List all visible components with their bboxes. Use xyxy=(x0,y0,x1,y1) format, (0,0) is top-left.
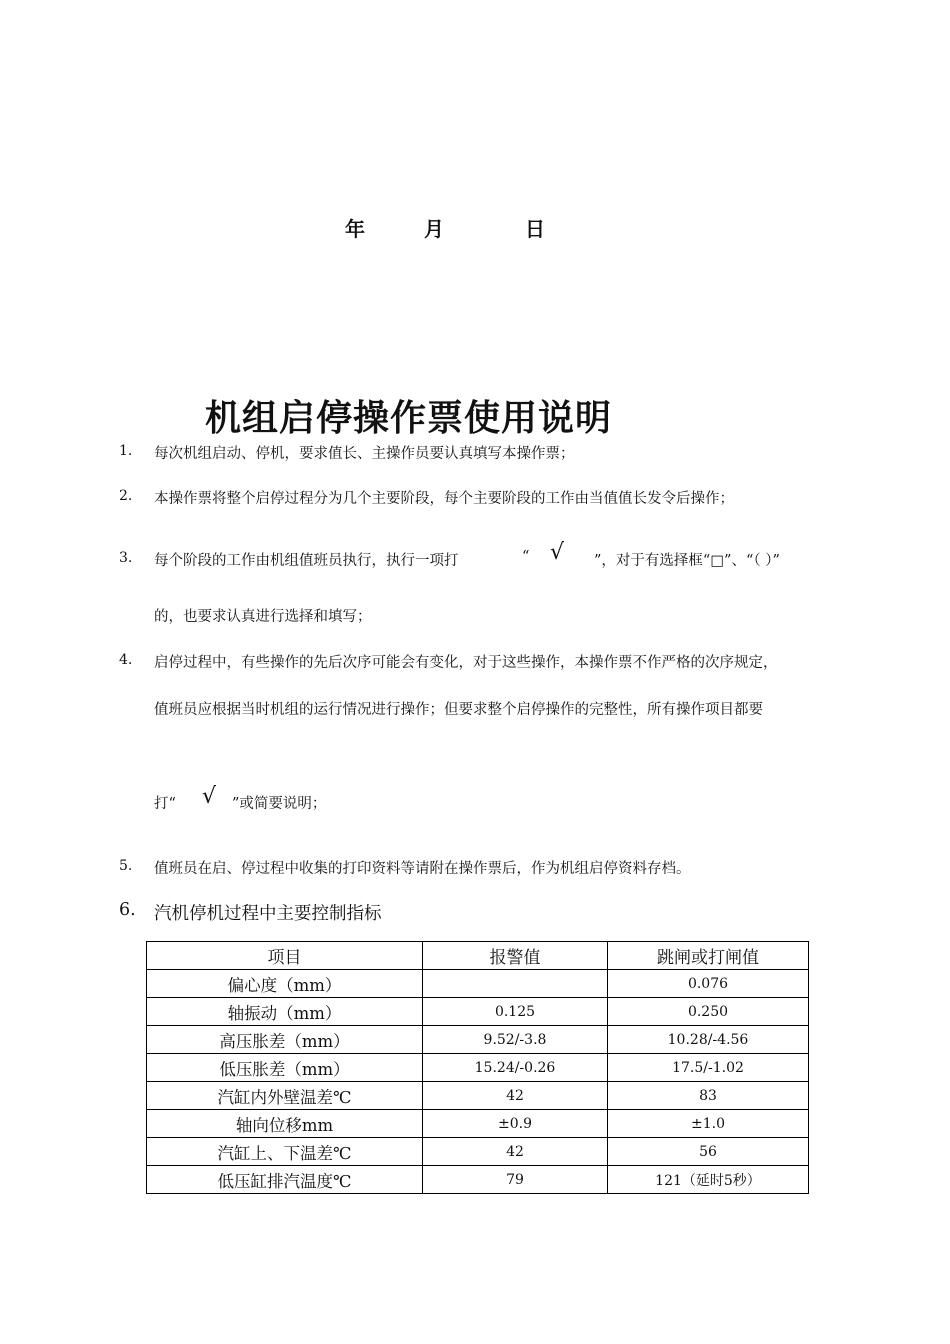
section-6-title: 汽机停机过程中主要控制指标 xyxy=(154,904,382,924)
table-header-trip: 跳闸或打闸值 xyxy=(608,942,809,970)
item-3-text-part1: 每个阶段的工作由机组值班员执行，执行一项打 xyxy=(154,553,459,569)
date-month-label: 月 xyxy=(424,217,444,241)
item-3-text-part2: ”，对于有选择框“□”、“（ ）” xyxy=(594,553,780,569)
table-row xyxy=(147,1138,809,1166)
table-cell-item: 汽缸上、下温差℃ xyxy=(147,1138,423,1166)
item-3-text-line2: 的，也要求认真进行选择和填写； xyxy=(154,609,372,625)
table-cell-item: 汽缸内外壁温差℃ xyxy=(147,1082,423,1110)
table-cell-item: 偏心度（mm） xyxy=(147,970,423,998)
item-5-number: 5. xyxy=(119,858,133,874)
section-6-number: 6. xyxy=(119,900,136,920)
table-header-alarm: 报警值 xyxy=(423,942,608,970)
item-3-number: 3. xyxy=(119,550,133,566)
table-cell-trip: 0.250 xyxy=(608,998,809,1026)
table-cell-alarm: 42 xyxy=(423,1082,608,1110)
table-cell-trip: 56 xyxy=(608,1138,809,1166)
date-day-label: 日 xyxy=(525,217,545,241)
table-cell-alarm: 0.125 xyxy=(423,998,608,1026)
table-cell-item: 轴振动（mm） xyxy=(147,998,423,1026)
date-year-label: 年 xyxy=(345,217,365,241)
item-4-text-line3-part1: 打“ xyxy=(154,796,176,812)
item-3-checkmark: √ xyxy=(550,540,565,565)
table-cell-trip: 17.5/-1.02 xyxy=(608,1054,809,1082)
table-row xyxy=(147,1026,809,1054)
item-1-text: 每次机组启动、停机，要求值长、主操作员要认真填写本操作票； xyxy=(154,446,575,462)
item-4-text-line2: 值班员应根据当时机组的运行情况进行操作；但要求整个启停操作的完整性，所有操作项目都要 xyxy=(154,702,763,718)
table-cell-item: 高压胀差（mm） xyxy=(147,1026,423,1054)
table-row xyxy=(147,998,809,1026)
control-indicators-table xyxy=(146,941,809,1194)
table-cell-trip: 10.28/-4.56 xyxy=(608,1026,809,1054)
item-1-number: 1. xyxy=(119,443,133,459)
table-cell-alarm: ±0.9 xyxy=(423,1110,608,1138)
table-cell-item: 轴向位移mm xyxy=(147,1110,423,1138)
table-row xyxy=(147,1082,809,1110)
page-title: 机组启停操作票使用说明 xyxy=(205,397,613,439)
table-row xyxy=(147,1166,809,1194)
item-4-text-line1: 启停过程中，有些操作的先后次序可能会有变化，对于这些操作，本操作票不作严格的次序规定， xyxy=(154,655,778,671)
table-cell-alarm: 79 xyxy=(423,1166,608,1194)
table-header-item: 项目 xyxy=(147,942,423,970)
item-4-checkmark: √ xyxy=(202,784,217,809)
table-cell-alarm: 42 xyxy=(423,1138,608,1166)
table-cell-item: 低压缸排汽温度℃ xyxy=(147,1166,423,1194)
item-4-text-line3-part2: ”或简要说明； xyxy=(232,796,327,812)
table-row xyxy=(147,1054,809,1082)
table-row xyxy=(147,970,809,998)
item-5-text: 值班员在启、停过程中收集的打印资料等请附在操作票后，作为机组启停资料存档。 xyxy=(154,861,691,877)
table-row xyxy=(147,1110,809,1138)
table-header-row xyxy=(147,942,809,970)
table-cell-trip: 121（延时5秒） xyxy=(608,1166,809,1194)
item-4-number: 4. xyxy=(119,652,133,668)
item-2-text: 本操作票将整个启停过程分为几个主要阶段，每个主要阶段的工作由当值值长发令后操作； xyxy=(154,491,734,507)
table-cell-alarm xyxy=(423,970,608,998)
table-cell-trip: 0.076 xyxy=(608,970,809,998)
table-cell-trip: ±1.0 xyxy=(608,1110,809,1138)
item-3-quote-open: “ xyxy=(522,549,530,565)
item-2-number: 2. xyxy=(119,488,133,504)
table-cell-item: 低压胀差（mm） xyxy=(147,1054,423,1082)
table-cell-alarm: 9.52/-3.8 xyxy=(423,1026,608,1054)
table-cell-trip: 83 xyxy=(608,1082,809,1110)
table-cell-alarm: 15.24/-0.26 xyxy=(423,1054,608,1082)
